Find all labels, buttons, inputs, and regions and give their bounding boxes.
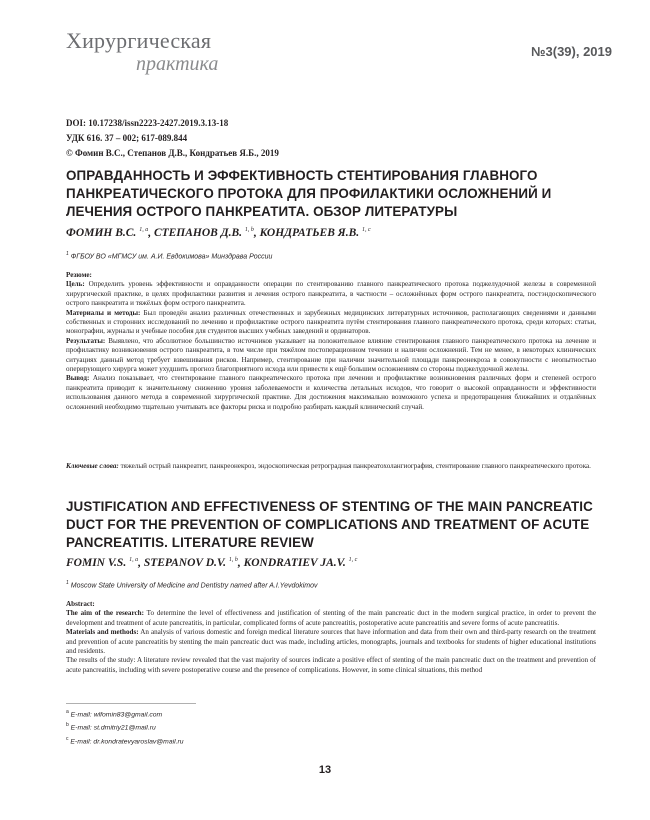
- author-name: STEPANOV D.V.: [143, 557, 226, 569]
- email-a: E-mail: wlfomin83@gmail.com: [70, 711, 163, 719]
- results-text: Выявлено, что абсолютное большинство источников указывает на положительное влияние стентирования главного панкреатического протока на лечение и профилактику возникновения острого панкреатита, в том числе при тяжёлом постоперационном течении и наличии осложнений. Тем не менее, в некоторых клинических ситуациях данный метод требует взвешивания рисков. Например, стентирование при наличии значительной площади панкреонекроза в совокупности с неопытностью оперирующего хирурга может ухудшить прогноз благоприятного исхода или привести к ещё большим осложнениям со стороны поджелудочной железы.: [66, 336, 597, 374]
- logo-subtitle: практика: [136, 53, 219, 75]
- abstract-heading: Abstract:: [66, 600, 95, 608]
- methods-label: Материалы и методы:: [66, 308, 141, 317]
- ru-title: ОПРАВДАННОСТЬ И ЭФФЕКТИВНОСТЬ СТЕНТИРОВАНИЯ ГЛАВНОГО ПАНКРЕАТИЧЕСКОГО ПРОТОКА ДЛЯ ПРОФИЛАКТИКИ ОСЛОЖНЕНИЙ И ЛЕЧЕНИЯ ОСТРОГО ПАНКРЕАТИТА. ОБЗОР ЛИТЕРАТУРЫ: [66, 168, 552, 219]
- footnote-email: [66, 720, 184, 733]
- author-sup: 1, c: [348, 557, 358, 564]
- results-label: Результаты:: [66, 336, 106, 345]
- en-abstract: [66, 600, 596, 675]
- footnotes: [66, 707, 184, 747]
- footnote-divider: [66, 703, 196, 704]
- author-sup: 1, b: [228, 557, 238, 564]
- affiliation-text: Moscow State University of Medicine and Dentistry named after A.I.Yevdokimov: [70, 582, 318, 590]
- logo-title: Хирургическая: [66, 28, 212, 53]
- en-results: The results of the study: A literature review revealed that the vast majority of sources indicate a positive effect of stenting of the main pancreatic duct on the treatment and prevention of acute pancreatitis, including with severe postoperative course and the presence of complications. However, in some clinical situations, this method: [66, 656, 596, 674]
- conclusion-label: Вывод:: [66, 374, 90, 383]
- affiliation-sup: 1: [66, 580, 69, 586]
- author-sup: 1, b: [244, 227, 254, 234]
- doi: DOI: 10.17238/issn2223-2427.2019.3.13-18: [66, 118, 229, 128]
- ru-abstract: [66, 271, 596, 412]
- footnote-sup: a: [66, 709, 69, 715]
- author-name: ФОМИН В.С.: [66, 227, 137, 239]
- author-sup: 1, a: [139, 227, 149, 234]
- author-name: FOMIN V.S.: [66, 557, 127, 569]
- author-name: КОНДРАТЬЕВ Я.В.: [259, 227, 360, 239]
- aim-label: Цель:: [66, 280, 85, 289]
- ru-keywords: [66, 462, 596, 471]
- journal-logo: [66, 26, 246, 82]
- en-aim: [66, 609, 596, 628]
- ru-affiliation: [66, 251, 272, 260]
- footnote-sup: c: [66, 735, 69, 742]
- ru-conclusion: [66, 374, 596, 412]
- ru-authors: ФОМИН В.С. $^{1, a}$, СТЕПАНОВ Д.В. $^{1, b}$, КОНДРАТЬЕВ Я.В. $^{1, c}$: [66, 227, 371, 239]
- ru-results: [66, 337, 596, 375]
- en-affiliation: [66, 580, 318, 589]
- author-name: KONDRATIEV JA.V.: [243, 557, 346, 569]
- en-authors: FOMIN V.S. $^{1, a}$, STEPANOV D.V. $^{1, b}$, KONDRATIEV JA.V. $^{1, c}$: [66, 557, 358, 569]
- issue-number: №3(39), 2019: [531, 44, 612, 59]
- author-sup: 1, a: [129, 557, 139, 564]
- en-title: JUSTIFICATION AND EFFECTIVENESS OF STENTING OF THE MAIN PANCREATIC DUCT FOR THE PREVENTION OF COMPLICATIONS AND TREATMENT OF ACUTE PANCREATITIS. LITERATURE REVIEW: [66, 499, 593, 550]
- affiliation-sup: 1: [66, 251, 69, 257]
- footnote-sup: b: [66, 722, 69, 729]
- methods-label: Materials and methods:: [66, 628, 139, 637]
- footnote-email: [66, 734, 184, 747]
- email-b: E-mail: st.dmitriy21@mail.ru: [70, 724, 156, 732]
- copyright: © Фомин В.С., Степанов Д.В., Кондратьев Я.Б., 2019: [66, 148, 279, 158]
- conclusion-text: Анализ показывает, что стентирование главного панкреатического протока при лечении и профилактике возникновения различных форм и степеней острого панкреатита приводит к значительному снижению уровня заболеваемости и количества летальных исходов, что говорит о высокой оправданности и эффективности использования данного метода в современной хирургической практике. Для достижения максимально возможного успеха и предотвращения ближайших и отдалённых осложнений необходимо тщательно учитывать все факторы риска и подробно разбирать каждый клинический случай.: [66, 374, 596, 411]
- ru-methods: [66, 309, 596, 337]
- ru-aim: [66, 280, 596, 308]
- aim-text: To determine the level of effectiveness and justification of stenting of the main pancreatic duct in the modern surgical practice, in order to prevent the development and treatment of acute pancreatitis, in particular, complicated forms of acute pancreatitis, postoperative acute pancreatitis and severe forms of acute pancreatitis.: [66, 609, 596, 627]
- en-methods: [66, 628, 596, 656]
- abstract-heading: Резюме:: [66, 271, 92, 279]
- footnote-email: [66, 707, 184, 720]
- author-name: СТЕПАНОВ Д.В.: [153, 227, 242, 239]
- keywords-text: тяжелый острый панкреатит, панкреонекроз, эндоскопическая ретроградная панкреатохолангиография, стентирование главного панкреатического протока.: [120, 462, 591, 470]
- aim-text: Определить уровень эффективности и оправданности операции по стентированию главного панкреатического протока поджелудочной железы в современной хирургической практике, в целях профилактики развития и лечения острого панкреатита, в частности – осложнённых форм острого панкреатита, постэндоскопического острого панкреатита и тяжёлых форм острого панкреатита.: [66, 280, 596, 308]
- methods-text: Был проведён анализ различных отечественных и зарубежных медицинских литературных источников, располагающих сведениями и данными собственных и сторонних исследований по лечению и профилактике острого панкреатита путём стентирования главного панкреатического протока, среди которых: статьи, монографии, журналы и учебные пособия для студентов высших учебных заведений и ординаторов.: [66, 308, 596, 336]
- keywords-label: Ключевые слова:: [66, 462, 119, 470]
- udk: УДК 616. 37 – 002; 617-089.844: [66, 133, 188, 143]
- aim-label: The aim of the research:: [66, 609, 144, 618]
- email-c: E-mail: dr.kondratevyaroslav@mail.ru: [70, 737, 184, 745]
- author-sup: 1, c: [362, 227, 371, 234]
- page-number: 13: [318, 764, 332, 776]
- methods-text: An analysis of various domestic and foreign medical literature sources that have information and data from their own and third-party research on the treatment and prevention of acute pancreatitis by stenting the main pancreatic duct was made, including articles, monographs, journals and textbooks for students of higher educational institutions and residents.: [66, 628, 596, 656]
- affiliation-text: ФГБОУ ВО «МГМСУ им. А.И. Евдокимова» Минздрава России: [70, 253, 273, 261]
